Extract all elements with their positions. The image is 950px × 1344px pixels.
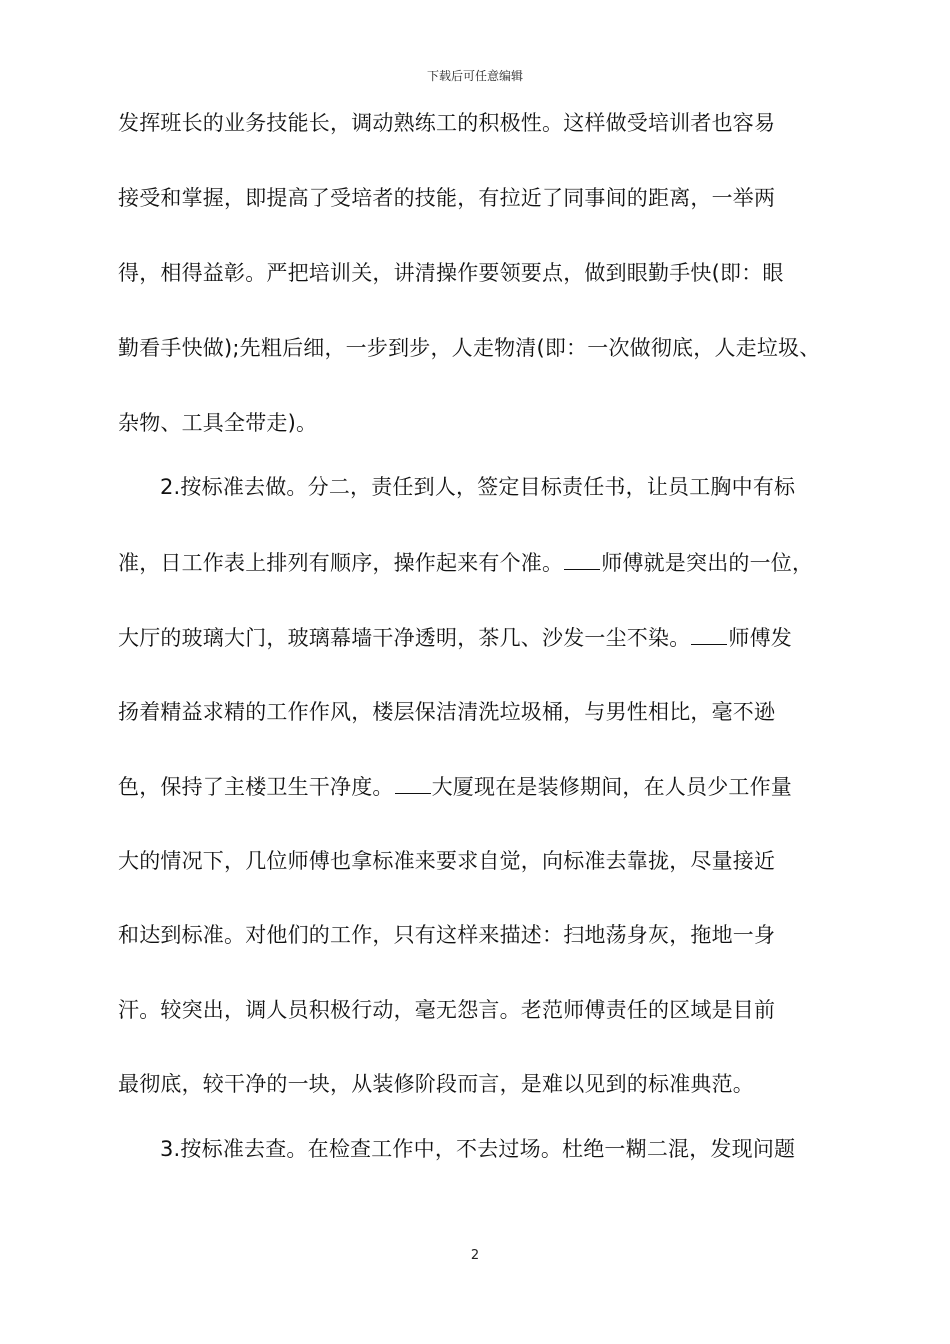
fill-in-blank [691, 622, 727, 645]
fill-in-blank [395, 771, 431, 794]
text-segment: 师傅发 [728, 626, 793, 650]
text-segment: 准，日工作表上排列有顺序，操作起来有个准。 [118, 551, 564, 575]
text-line: 汗。较突出，调人员积极行动，毫无怨言。老范师傅责任的区域是目前 [118, 998, 776, 1022]
text-segment: 色，保持了主楼卫生干净度。 [118, 775, 394, 799]
text-line-with-blank [118, 771, 848, 802]
paragraph-start-line: 3.按标准去查。在检查工作中，不去过场。杜绝一糊二混，发现问题 [160, 1137, 796, 1161]
text-segment: 师傅就是突出的一位， [601, 551, 814, 575]
text-line: 接受和掌握，即提高了受培者的技能，有拉近了同事间的距离，一举两 [118, 186, 776, 210]
paragraph-start-line: 2.按标准去做。分二，责任到人，签定目标责任书，让员工胸中有标 [160, 475, 796, 499]
text-line: 勤看手快做);先粗后细，一步到步，人走物清(即：一次做彻底，人走垃圾、 [118, 336, 821, 360]
text-line-with-blank [118, 547, 848, 578]
text-line: 得，相得益彰。严把培训关，讲清操作要领要点，做到眼勤手快(即：眼 [118, 261, 784, 285]
fill-in-blank [564, 547, 600, 570]
text-line-with-blank [118, 622, 848, 653]
text-line: 大的情况下，几位师傅也拿标准来要求自觉，向标准去靠拢，尽量接近 [118, 849, 776, 873]
text-line: 杂物、工具全带走)。 [118, 411, 318, 435]
text-line: 发挥班长的业务技能长，调动熟练工的积极性。这样做受培训者也容易 [118, 111, 776, 135]
text-line: 扬着精益求精的工作作风，楼层保洁清洗垃圾桶，与男性相比，毫不逊 [118, 700, 776, 724]
page-header: 下载后可任意编辑 [426, 69, 523, 83]
text-line: 最彻底，较干净的一块，从装修阶段而言，是难以见到的标准典范。 [118, 1072, 754, 1096]
text-line: 和达到标准。对他们的工作，只有这样来描述：扫地荡身灰，拖地一身 [118, 923, 776, 947]
page-number: 2 [470, 1248, 480, 1263]
text-segment: 大厅的玻璃大门，玻璃幕墙干净透明，茶几、沙发一尘不染。 [118, 626, 691, 650]
text-segment: 大厦现在是装修期间，在人员少工作量 [431, 775, 793, 799]
